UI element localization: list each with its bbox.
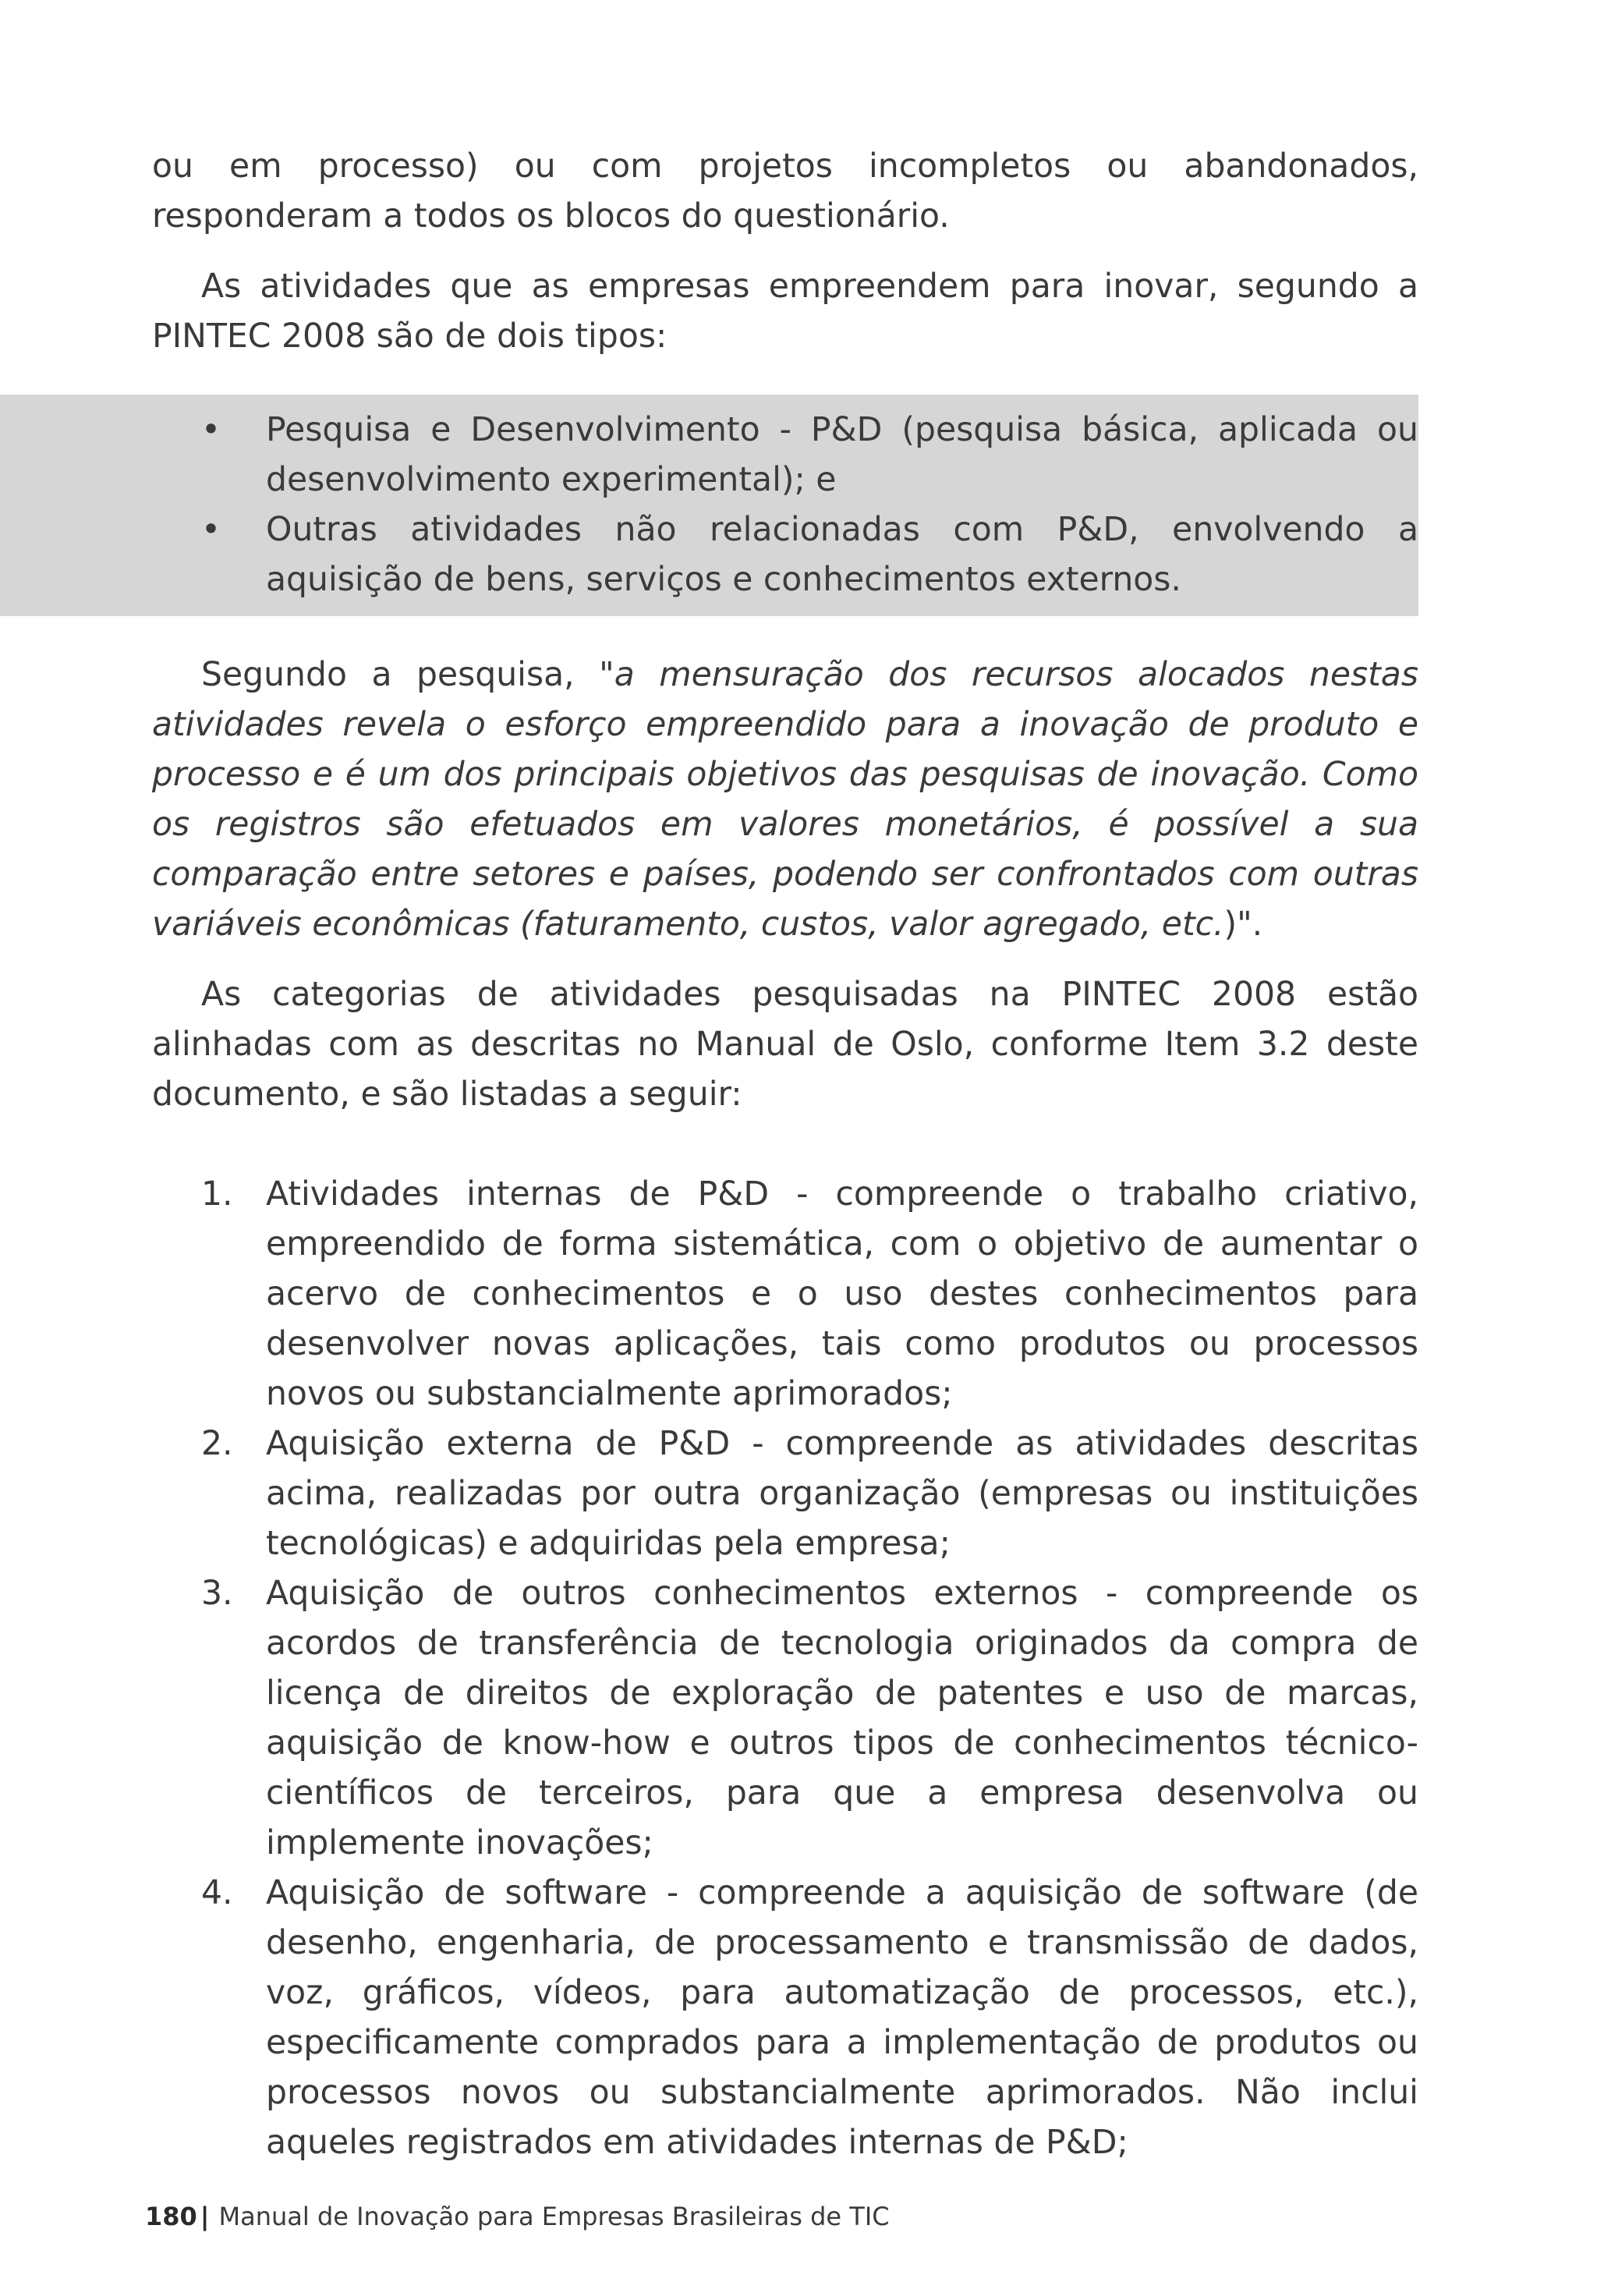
quote-text: "a mensuração dos recursos alocados nestas atividades revela o esforço empreendido para a inovação de produto e processo e é um dos principais objetivos das pesquisas de inovação. Como os registros são efetuados em valores monetários, é possível a sua comparação entre setores e países, podendo ser confrontados com outras variáveis econômicas (faturamento, custos, valor agregado, etc. <box>152 656 1418 944</box>
bullet-text: Pesquisa e Desenvolvimento - P&D (pesquisa básica, aplicada ou desenvolvimento experimental); e <box>266 411 1418 499</box>
paragraph-continuation: ou em processo) ou com projetos incompletos ou abandonados, responderam a todos os blocos do questionário. <box>152 147 1418 236</box>
page-footer <box>145 2199 890 2234</box>
paragraph-activity-types: As atividades que as empresas empreendem para inovar, segundo a PINTEC 2008 são de dois tipos: <box>152 268 1418 356</box>
list-number: 2. <box>201 1425 233 1463</box>
paragraph-quote <box>152 650 1418 950</box>
list-text: Aquisição de outros conhecimentos externos - compreende os acordos de transferência de tecnologia originados da compra de licença de direitos de exploração de patentes e uso de marcas, aquisição de know-how e outros tipos de conhecimentos técnico-científicos de terceiros, para que a empresa desenvolva ou implemente inovações; <box>266 1575 1418 1862</box>
list-item <box>152 1170 1418 1419</box>
page-number: 180 <box>145 2202 197 2231</box>
list-item <box>152 505 1418 605</box>
bullet-list <box>152 406 1418 605</box>
list-item <box>152 1569 1418 1869</box>
paragraph-categories: As categorias de atividades pesquisadas na PINTEC 2008 estão alinhadas com as descritas no Manual de Oslo, conforme Item 3.2 deste documento, e são listadas a seguir: <box>152 976 1418 1114</box>
list-text: Aquisição de software - compreende a aquisição de software (de desenho, engenharia, de processamento e transmissão de dados, voz, gráficos, vídeos, para automatização de processos, etc.), especificamente comprados para a implementação de produtos ou processos novos ou substancialmente aprimorados. Não inclui aqueles registrados em atividades internas de P&D; <box>266 1874 1418 2162</box>
quote-lead: Segundo a pesquisa, <box>201 656 600 694</box>
list-text: Atividades internas de P&D - compreende o trabalho criativo, empreendido de forma sistemática, com o objetivo de aumentar o acervo de conhecimentos e o uso destes conhecimentos para desenvolver novas aplicações, tais como produtos ou processos novos ou substancialmente aprimorados; <box>266 1175 1418 1413</box>
list-number: 1. <box>201 1175 233 1214</box>
bullet-text: Outras atividades não relacionadas com P&D, envolvendo a aquisição de bens, serviços e conhecimentos externos. <box>266 511 1418 599</box>
book-title: Manual de Inovação para Empresas Brasileiras de TIC <box>218 2202 890 2231</box>
shaded-bullet-box <box>0 395 1418 616</box>
numbered-list <box>152 1170 1418 2168</box>
bullet-icon: • <box>201 411 221 449</box>
list-item <box>152 1869 1418 2168</box>
body-text <box>152 142 1418 2168</box>
list-item <box>152 1419 1418 1569</box>
list-number: 3. <box>201 1575 233 1613</box>
footer-separator: | <box>200 2202 210 2231</box>
list-item <box>152 406 1418 505</box>
quote-tail: )". <box>1223 905 1263 944</box>
list-number: 4. <box>201 1874 233 1912</box>
list-text: Aquisição externa de P&D - compreende as atividades descritas acima, realizadas por outra organização (empresas ou instituições tecnológicas) e adquiridas pela empresa; <box>266 1425 1418 1563</box>
bullet-icon: • <box>201 511 221 549</box>
